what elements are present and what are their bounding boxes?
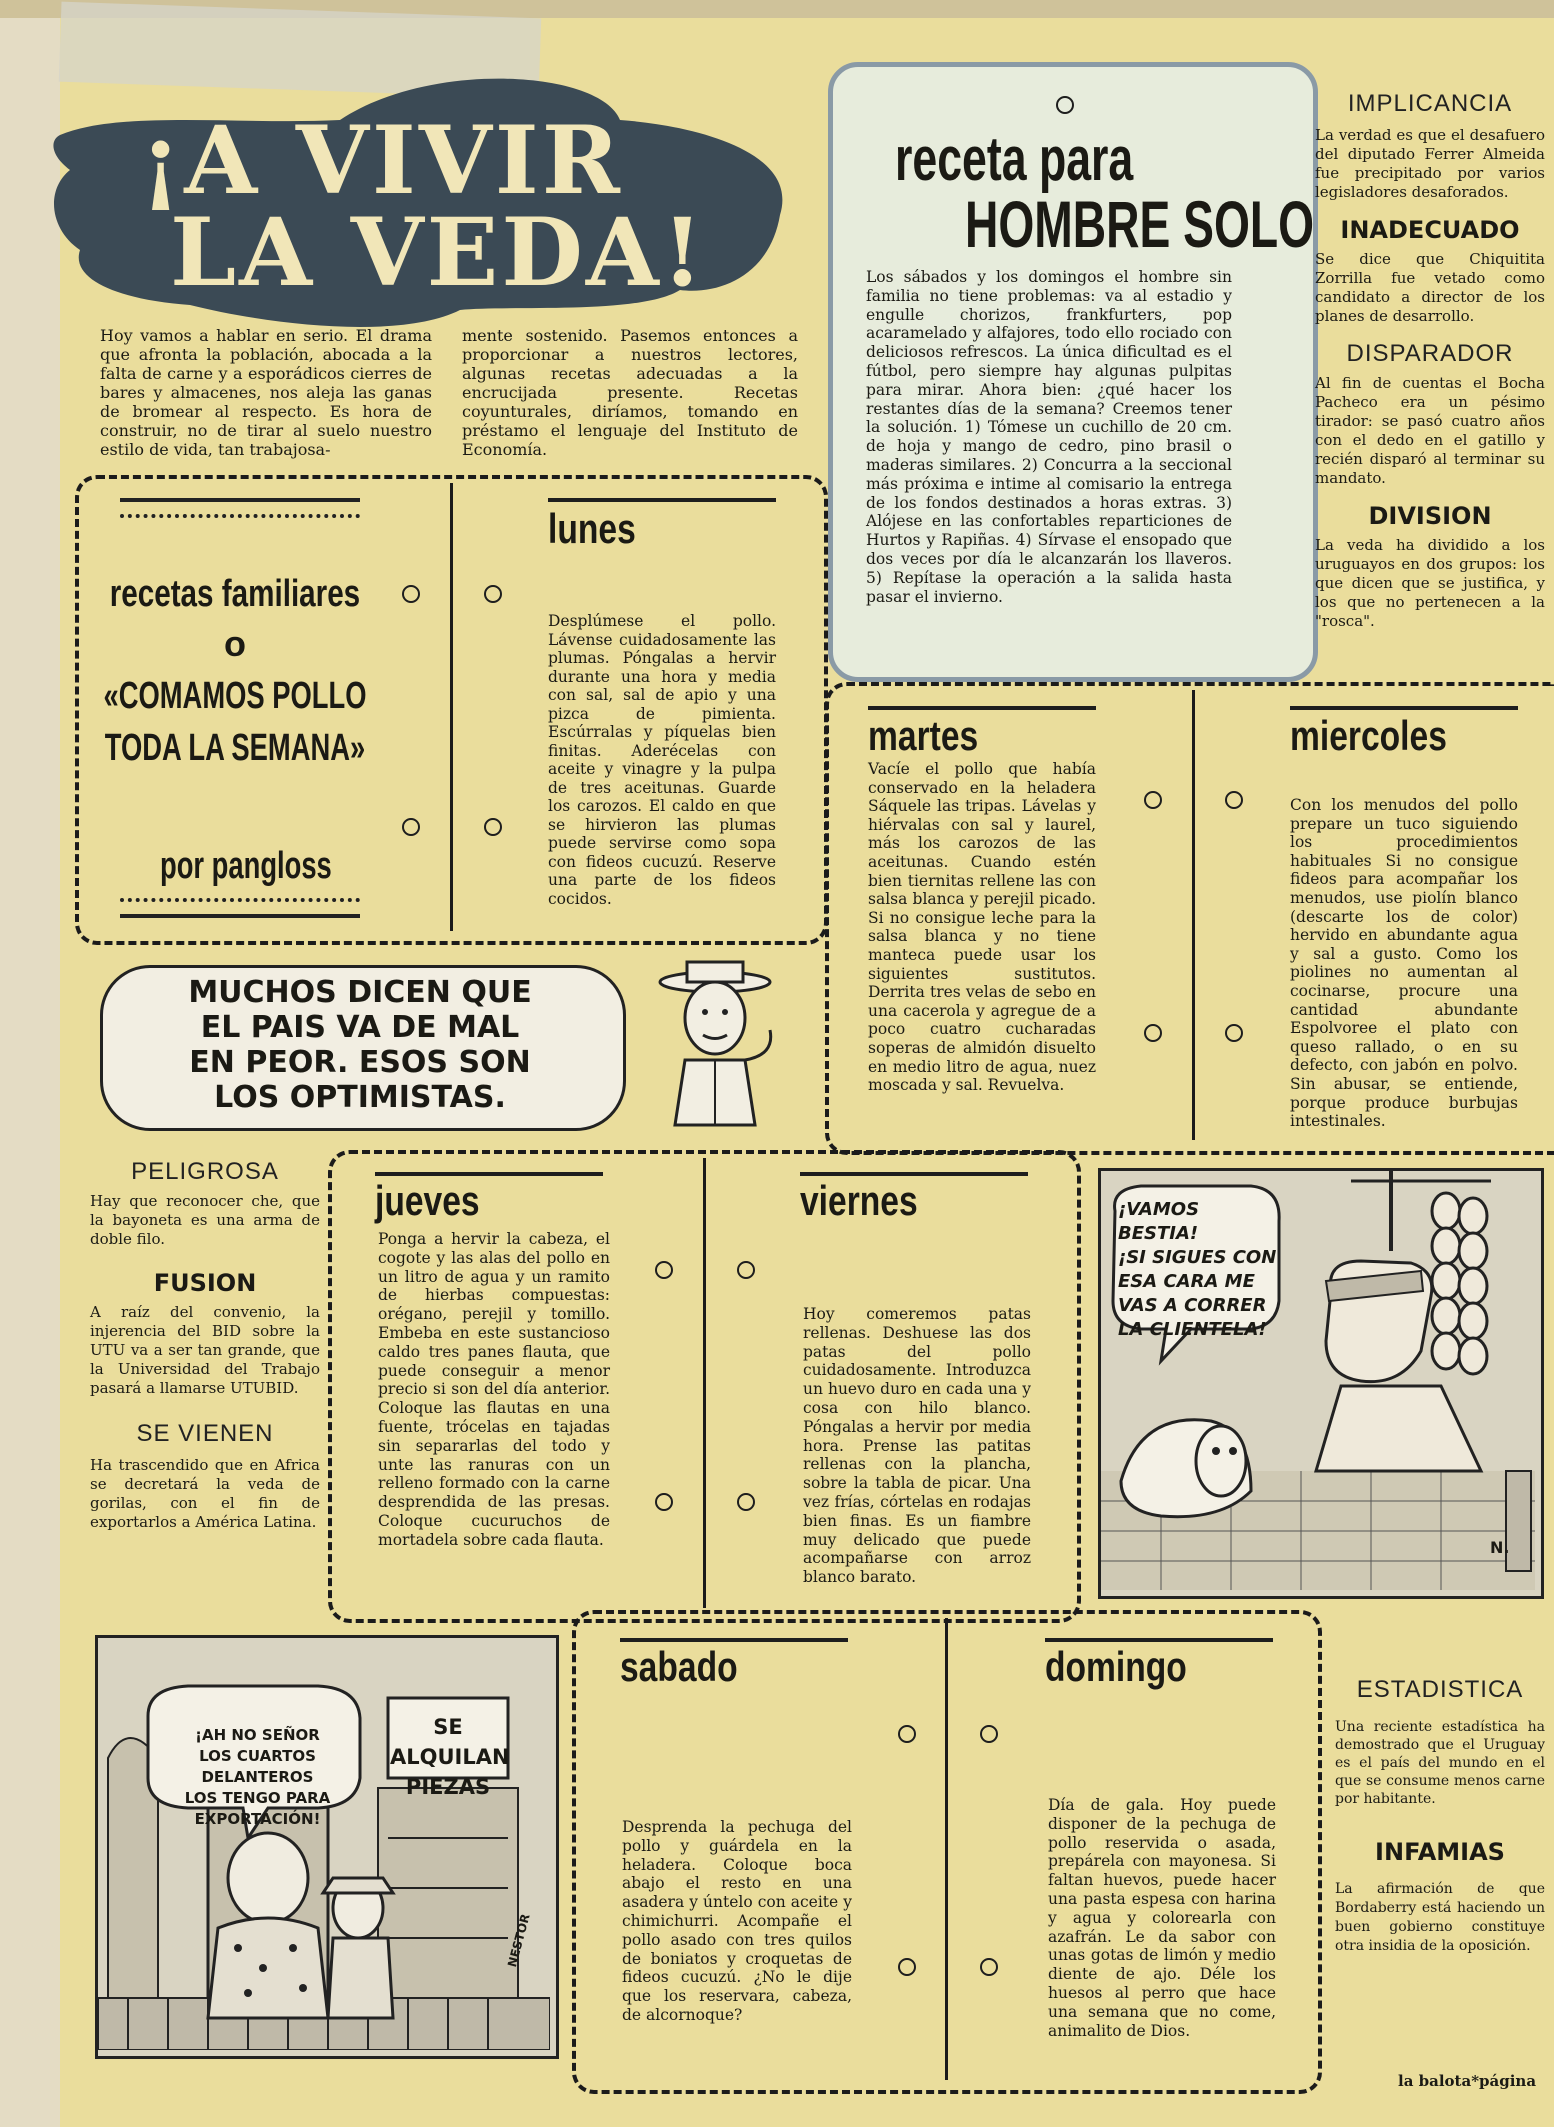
page-footer: la balota*página (1398, 2072, 1537, 2090)
box-hole-marker (737, 1493, 755, 1511)
viernes-top-rule (800, 1172, 1028, 1176)
intro-column-2: mente sostenido. Pasemos entonces a proporcionar a nuestros lectores, algunas recetas adecuadas a la encrucijada presente. Recetas coyunturales, diríamos, tomando en préstamo el lenguaje del Instituto de Economía. (462, 326, 798, 459)
cartoon1-line4: LOS OPTIMISTAS. (214, 1080, 506, 1115)
martes-text: Vacíe el pollo que había conservado en la heladera Sáquele las tripas. Lávelas y hiérvalas con sal y laurel, más los carozos de las aceitunas. Cuando estén bien tiernitas rellene las con salsa blanca y perejil picado. Si no consigue leche para la salsa blanca y no tiene manteca puede usar los siguientes sustitutos. Derrita tres velas de sebo en una cacerola y agregue de a poco cuatro cucharadas soperas de almidón disuelto en medio litro de agua, nuez moscada y sal. Revuelva. (868, 760, 1096, 1095)
miercoles-top-rule (1290, 706, 1518, 710)
sabado-heading: sabado (620, 1643, 738, 1690)
ornament-rule-top (120, 498, 360, 518)
familiares-line2: o (224, 623, 246, 664)
cartoon3-line3: LOS TENGO PARA (184, 1789, 331, 1807)
cartoon2-line2: ¡SI SIGUES CON (1118, 1247, 1277, 1268)
miercoles-heading: miercoles (1290, 712, 1447, 759)
disparador-head: DISPARADOR (1346, 340, 1514, 367)
sabado-text: Desprenda la pechuga del pollo y guárdela en la heladera. Coloque boca abajo el resto en una asadera y úntelo con aceite y chimichurri. Acompañe el pollo asado con tres quilos de boniatos y croquetas de fideos cucuzú. ¿No le dije que los reservara, cabeza, de alcornoque? (622, 1818, 852, 2024)
estadistica-head: ESTADISTICA (1356, 1676, 1524, 1703)
receta-body: Los sábados y los domingos el hombre sin familia no tiene problemas: va al estadio y engulle chorizos, frankfurters, pop acaramelado y alfajores, todo ello rociado con deliciosos refrescos. La única dificultad es el fútbol, pero siempre hay algunas pulpitas para mirar. Ahora bien: ¿qué hacer los restantes días de la semana? Creemos tener la solución. 1) Tómese un cuchillo de 20 cm. de hoja y mango de cedro, pino brasil o maderas similares. 2) Concurra a la seccional más próxima e intime al comisario la entrega de los fondos destinados a horas extras. 3) Alójese en las confortables reparticiones de Hurtos y Rapiñas. 4) Sírvase el ensopado que dos veces por día le alcanzarán los llaveros. 5) Repítase la operación a la salida hasta pasar el invierno. (866, 268, 1232, 606)
familiares-author: por pangloss (160, 845, 332, 887)
estadistica-text: Una reciente estadística ha demostrado que el Uruguay es el país del mundo en el que se consume menos carne por habitante. (1335, 1719, 1545, 1807)
inadecuado-head: INADECUADO (1340, 216, 1520, 244)
fusion-text: A raíz del convenio, la injerencia del BID sobre la UTU va a ser tan grande, que la Universidad del Trabajo pasará a llamarse UTUBID. (90, 1303, 320, 1397)
cartoon2-speech (1118, 1198, 1284, 1342)
column-divider (450, 483, 453, 931)
cartoon3-line2: LOS CUARTOS DELANTEROS (199, 1747, 316, 1786)
cartoon1-man-figure (625, 960, 795, 1135)
column-divider (1192, 690, 1195, 1140)
box-hole-marker (980, 1725, 998, 1743)
implicancia-text: La verdad es que el desafuero del diputado Ferrer Almeida fue precipitado por varios legisladores desaforados. (1315, 126, 1545, 201)
familiares-title-block (100, 570, 370, 774)
jueves-text: Ponga a hervir la cabeza, el cogote y las alas del pollo en un litro de agua y un ramito de hierbas compuestas: orégano, perejil y tomillo. Embeba en este sustancioso caldo tres panes flauta, que puede conseguir a menor precio si son del día anterior. Coloque las flautas en una fuente, trócelas en tajadas sin separarlas del todo y unte las ranuras con un relleno formado con la carne desprendida de las presas. Coloque cucuruchos de mortadela sobre cada flauta. (378, 1230, 610, 1549)
box-hole-marker (1225, 1024, 1243, 1042)
cartoon2-line5: LA CLIENTELA! (1118, 1319, 1267, 1340)
box-hole-marker (655, 1261, 673, 1279)
box-hole-marker (655, 1493, 673, 1511)
receta-title-line1: receta para (895, 125, 1134, 194)
infamias-head: INFAMIAS (1375, 1838, 1505, 1866)
box-hole-marker (1056, 96, 1074, 114)
box-hole-marker (1144, 791, 1162, 809)
box-hole-marker (484, 585, 502, 603)
jueves-heading: jueves (375, 1177, 480, 1224)
miercoles-text: Con los menudos del pollo prepare un tuco siguiendo los procedimientos habituales Si no consigue fideos para acompañar los menudos, use piolín blanco (descarte los de color) hervido en abundante agua y sal a gusto. Como los piolines no aumentan al cocinarse, procure una cantidad abundante Espolvoree el plato con queso rallado, o en su defecto, con jabón en polvo. Sin abusar, se entiende, porque produce burbujas intestinales. (1290, 796, 1518, 1131)
lunes-heading: lunes (548, 505, 636, 552)
implicancia-head: IMPLICANCIA (1347, 90, 1513, 117)
banner-title-line2: LA VEDA! (170, 198, 707, 308)
box-hole-marker (898, 1725, 916, 1743)
domingo-top-rule (1045, 1638, 1273, 1642)
left-mid-sidebar (90, 1158, 320, 1532)
column-divider (703, 1158, 706, 1608)
box-hole-marker (980, 1958, 998, 1976)
box-hole-marker (402, 818, 420, 836)
right-top-sidebar (1315, 90, 1545, 631)
viernes-heading: viernes (800, 1177, 918, 1224)
familiares-line4: TODA LA SEMANA» (104, 727, 366, 769)
cartoon1-caption (115, 975, 605, 1115)
cartoon3-sign-line1: SE ALQUILAN (390, 1715, 510, 1769)
cartoon3-line1: ¡AH NO SEÑOR (195, 1726, 320, 1744)
cartoon2-line4: VAS A CORRER (1118, 1295, 1267, 1316)
division-head: DIVISION (1368, 502, 1492, 530)
box-hole-marker (402, 585, 420, 603)
cartoon3-signature: NESTOR (505, 1912, 533, 1969)
inadecuado-text: Se dice que Chiquitita Zorrilla fue vetado como candidato a director de los planes de desarrollo. (1315, 250, 1545, 325)
intro-column-1: Hoy vamos a hablar en serio. El drama que afronta la población, abocada a la falta de carne y a esporádicos cierres de bares y almacenes, nos aleja las ganas de bromear al respecto. Es hora de construir, no de tirar al suelo nuestro estilo de vida, tan trabajosa- (100, 326, 432, 459)
sabado-top-rule (620, 1638, 848, 1642)
jueves-top-rule (375, 1172, 603, 1176)
cartoon3-sign (390, 1712, 510, 1802)
peligrosa-text: Hay que reconocer che, que la bayoneta es una arma de doble filo. (90, 1192, 320, 1248)
cartoon2-line1: ¡VAMOS BESTIA! (1118, 1199, 1200, 1244)
banner-title-line1: ¡A VIVIR (140, 106, 623, 216)
cartoon3-line4: EXPORTACIÓN! (194, 1810, 321, 1828)
lunes-top-rule (548, 498, 776, 502)
se-vienen-head: SE VIENEN (136, 1420, 274, 1447)
cartoon1-line1: MUCHOS DICEN QUE (188, 975, 532, 1010)
disparador-text: Al fin de cuentas el Bocha Pacheco era un pésimo tirador: se pasó cuatro años con el dedo en el gatillo y recién disparó al terminar su mandato. (1315, 374, 1545, 487)
banner-title (140, 106, 760, 308)
cartoon1-line3: EN PEOR. ESOS SON (189, 1045, 531, 1080)
right-bottom-sidebar (1335, 1676, 1545, 1956)
box-hole-marker (898, 1958, 916, 1976)
peligrosa-head: PELIGROSA (131, 1158, 279, 1185)
cartoon3-sign-line2: PIEZAS (405, 1775, 491, 1799)
martes-heading: martes (868, 712, 979, 759)
martes-top-rule (868, 706, 1096, 710)
cartoon1-line2: EL PAIS VA DE MAL (200, 1010, 520, 1045)
division-text: La veda ha dividido a los uruguayos en dos grupos: los que dicen que se justifica, y los que no pertenecen a la "rosca". (1315, 536, 1545, 630)
box-hole-marker (1225, 791, 1243, 809)
familiares-line1: recetas familiares (109, 573, 361, 615)
domingo-heading: domingo (1045, 1643, 1187, 1690)
infamias-text: La afirmación de que Bordaberry está haciendo un buen gobierno constituye otra insidia de la oposición. (1335, 1881, 1545, 1954)
ornament-rule-bottom (120, 898, 360, 918)
column-divider (945, 1618, 948, 2080)
cartoon3-drawing (98, 1638, 550, 2050)
se-vienen-text: Ha trascendido que en Africa se decretará la veda de gorilas, con el fin de exportarlos a América Latina. (90, 1456, 320, 1531)
familiares-line3: «COMAMOS POLLO (103, 675, 367, 717)
cartoon2-line3: ESA CARA ME (1118, 1271, 1255, 1292)
fusion-head: FUSION (153, 1269, 257, 1297)
cartoon2-signature: N. (1490, 1538, 1510, 1557)
box-hole-marker (1144, 1024, 1162, 1042)
lunes-text: Desplúmese el pollo. Lávense cuidadosamente las plumas. Póngalas a hervir durante una hora y media con sal, sal de apio y una pizca de pimienta. Escúrralas y píquelas bien finitas. Aderécelas con aceite y vinagre y la pulpa de tres aceitunas. Guarde los carozos. El caldo en que se hirvieron las plumas puede servirse como sopa con fideos cucuzú. Reserve una parte de los fideos cocidos. (548, 612, 776, 908)
box-hole-marker (484, 818, 502, 836)
domingo-text: Día de gala. Hoy puede disponer de la pechuga de pollo reservida o asada, prepárela con mayonesa. Si faltan huevos, puede hacer una pasta espesa con harina y agua y colorearla con azafrán. Le da sabor con unas gotas de limón y medio diente de ajo. Déle los huesos al perro que hace una semana que no come, animalito de Dios. (1048, 1796, 1276, 2040)
viernes-text: Hoy comeremos patas rellenas. Deshuese las dos patas del pollo cuidadosamente. Introduzca un huevo duro en cada una y cosa con hilo blanco. Póngalas a hervir por media hora. Prense las patitas rellenas con la plancha, sobre la tabla de picar. Una vez frías, córtelas en rodajas bien finas. Es un fiambre muy delicado que puede acompañarse con arroz blanco barato. (803, 1305, 1031, 1587)
cartoon3-speech (150, 1725, 365, 1830)
box-hole-marker (737, 1261, 755, 1279)
receta-title-line2: HOMBRE SOLO (965, 187, 1315, 261)
